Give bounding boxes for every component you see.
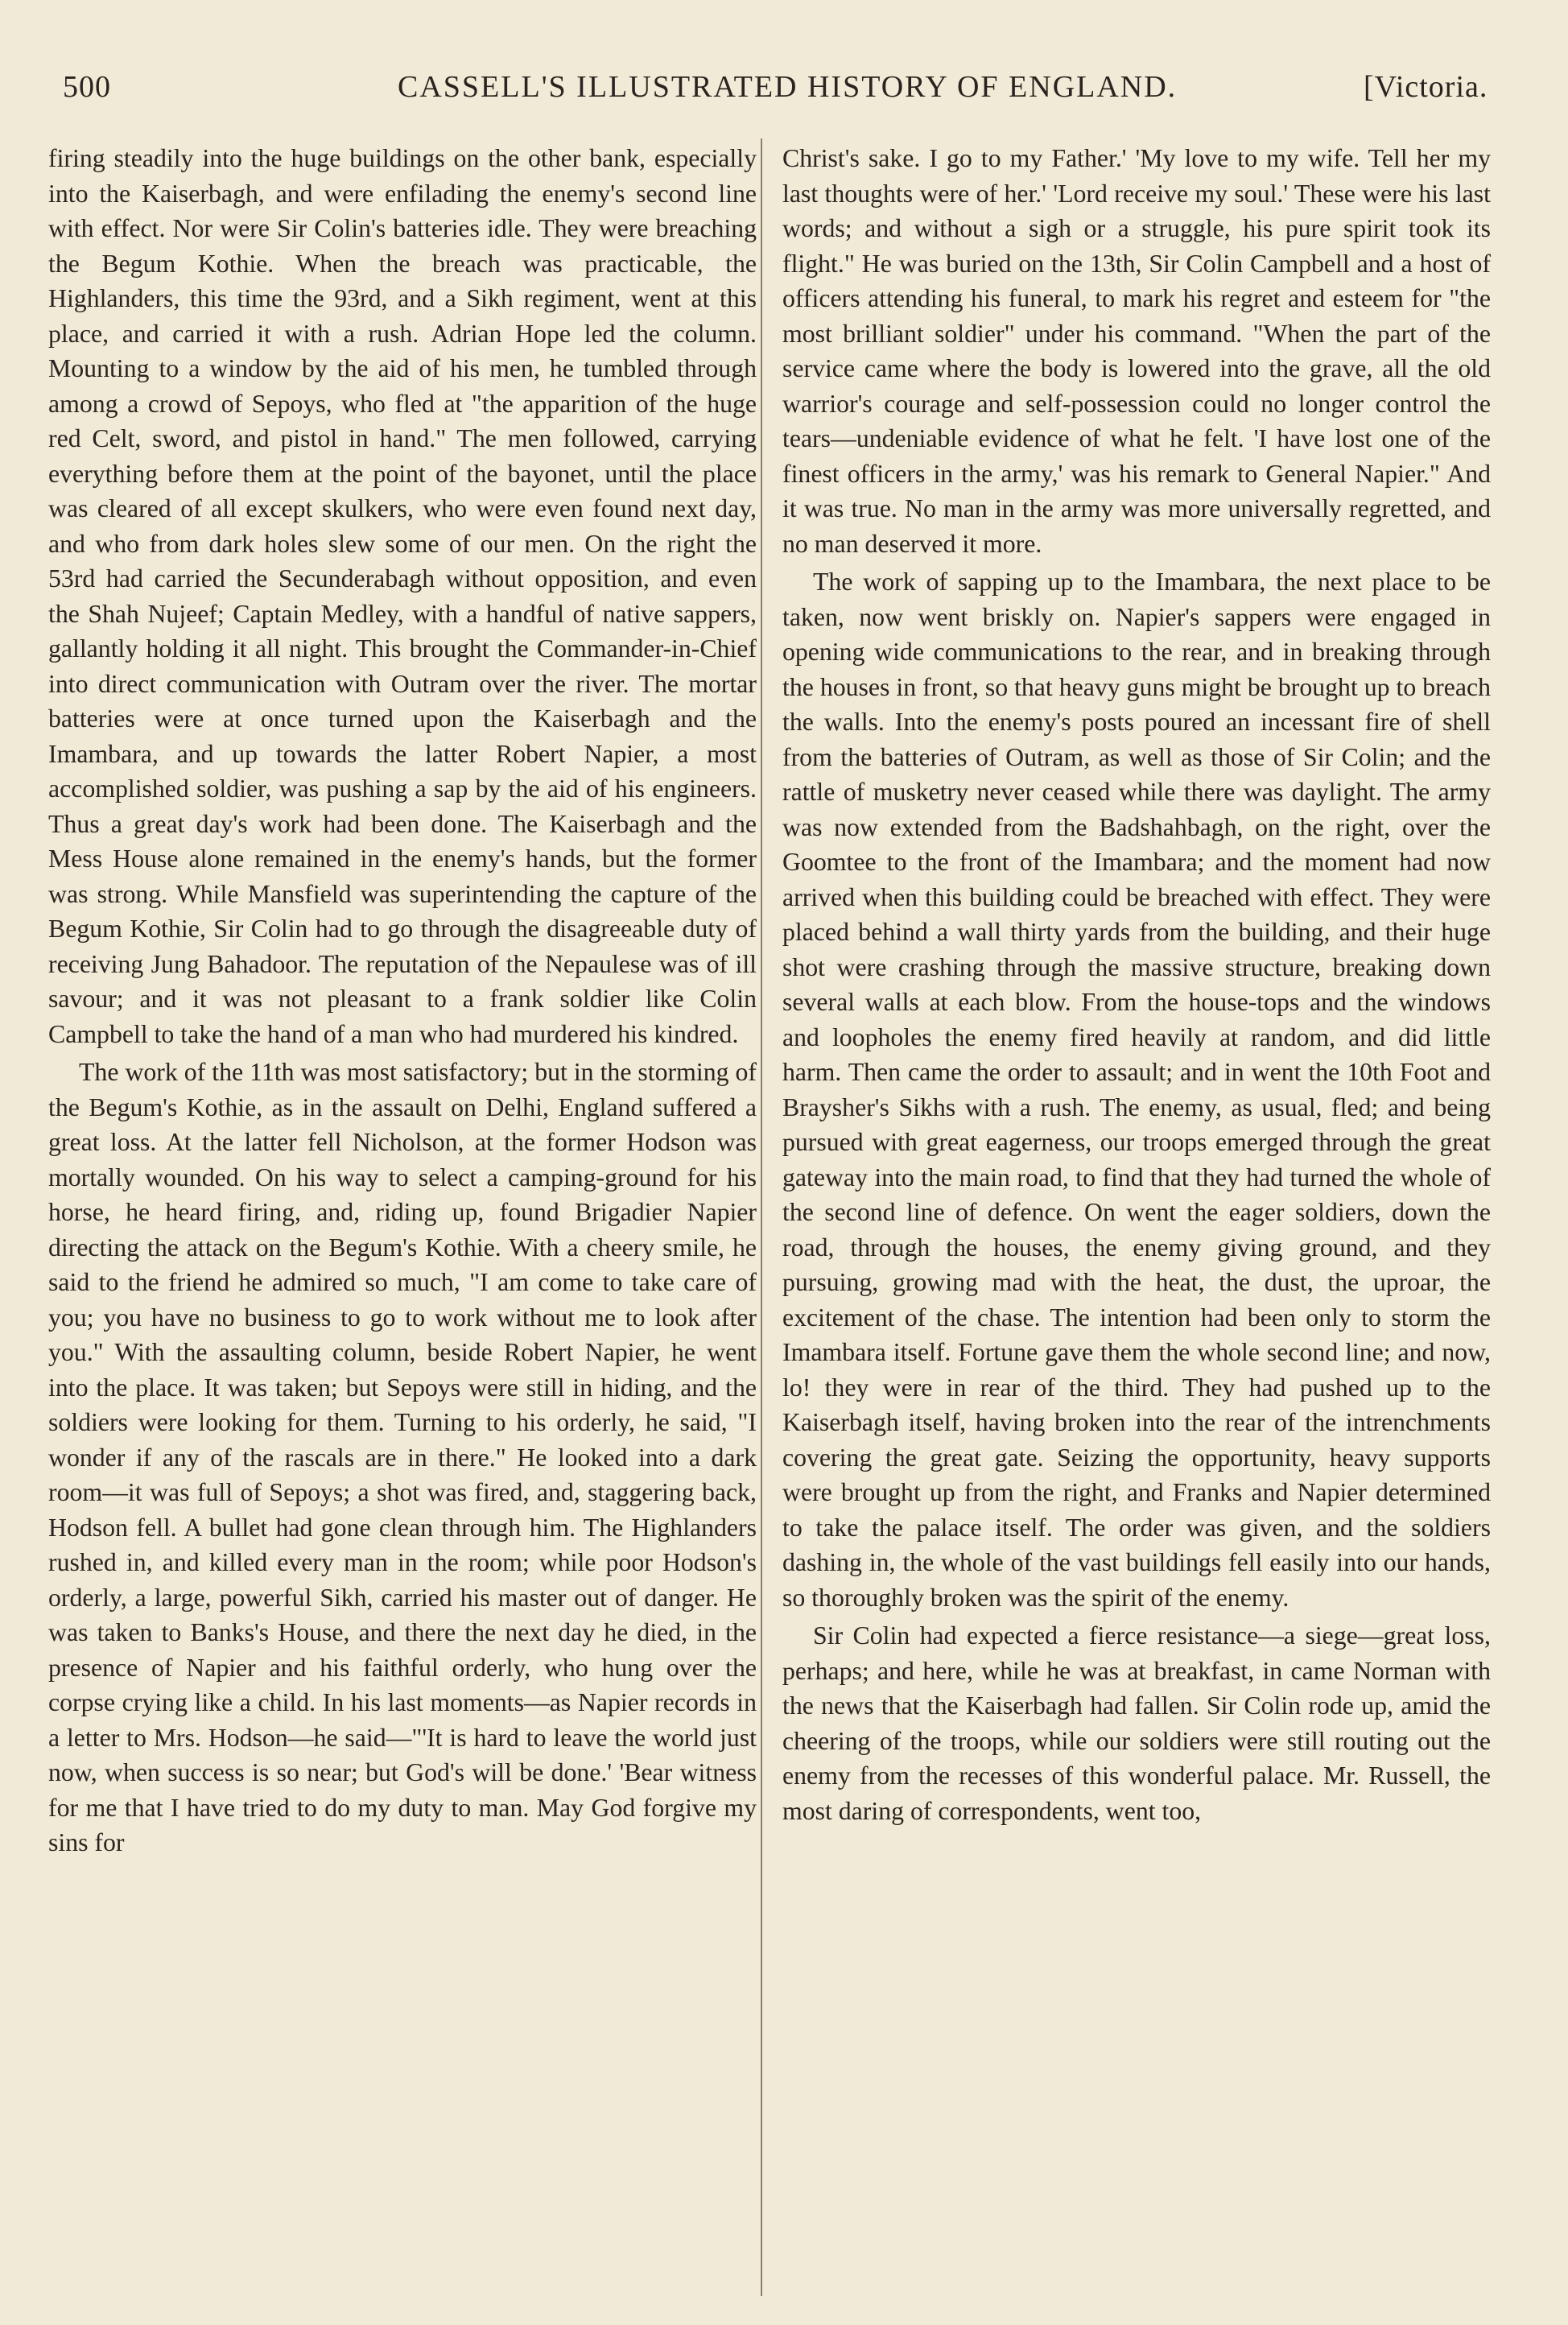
page-number: 500	[63, 70, 111, 104]
paragraph: firing steadily into the huge buildings on the other bank, especially into the Kaiserbagh, and were enfilading the enemy's second line with effect. Nor were Sir Colin's batteries idle. They were breaching the Begum Kothie. When the breach was practicable, the Highlanders, this time the 93rd, and a Sikh regiment, went at this place, and carried it with a rush. Adrian Hope led the column. Mounting to a window by the aid of his men, he tumbled through among a crowd of Sepoys, who fled at "the apparition of the huge red Celt, sword, and pistol in hand." The men followed, carrying everything before them at the point of the bayonet, until the place was cleared of all except skulkers, who were even found next day, and who from dark holes slew some of our men. On the right the 53rd had carried the Secunderabagh without opposition, and even the Shah Nujeef; Captain Medley, with a handful of native sappers, gallantly holding it all night. This brought the Commander-in-Chief into direct communication with Outram over the river. The mortar batteries were at once turned upon the Kaiserbagh and the Imambara, and up towards the latter Robert Napier, a most accomplished soldier, was pushing a sap by the aid of his engineers. Thus a great day's work had been done. The Kaiserbagh and the Mess House alone remained in the enemy's hands, but the former was strong. While Mansfield was superintending the capture of the Begum Kothie, Sir Colin had to go through the disagreeable duty of receiving Jung Bahadoor. The reputation of the Nepaulese was of ill savour; and it was not pleasant to a frank soldier like Colin Campbell to take the hand of a man who had murdered his kindred.	[48, 144, 757, 1048]
left-column	[48, 141, 757, 1860]
paragraph: The work of sapping up to the Imambara, the next place to be taken, now went briskly on. Napier's sappers were engaged in opening wide communications to the rear, and in breaking through the houses in front, so that heavy guns might be brought up to breach the walls. Into the enemy's posts poured an incessant fire of shell from the batteries of Outram, as well as those of Sir Colin; and the rattle of musketry never ceased while there was daylight. The army was now extended from the Badshahbagh, on the right, over the Goomtee to the front of the Imambara; and the moment had now arrived when this building could be breached with effect. They were placed behind a wall thirty yards from the building, and their huge shot were crashing through the massive structure, breaking down several walls at each blow. From the house-tops and the windows and loopholes the enemy fired heavily at random, and did little harm. Then came the order to assault; and in went the 10th Foot and Braysher's Sikhs with a rush. The enemy, as usual, fled; and being pursued with great eagerness, our troops emerged through the great gateway into the main road, to find that they had turned the whole of the second line of defence. On went the eager soldiers, down the road, through the houses, the enemy giving ground, and they pursuing, growing mad with the heat, the dust, the uproar, the excitement of the chase. The intention had been only to storm the Imambara itself. Fortune gave them the whole second line; and now, lo! they were in rear of the third. They had pushed up to the Kaiserbagh itself, having broken into the rear of the intrenchments covering the great gate. Seizing the opportunity, heavy supports were brought up from the right, and Franks and Napier determined to take the palace itself. The order was given, and the soldiers dashing in, the whole of the vast buildings fell easily into our hands, so thoroughly broken was the spirit of the enemy.	[782, 568, 1491, 1612]
section-label: [Victoria.	[1364, 70, 1488, 104]
paragraph: Sir Colin had expected a fierce resistance—a siege—great loss, perhaps; and here, while he was at breakfast, in came Norman with the news that the Kaiserbagh had fallen. Sir Colin rode up, amid the cheering of the troops, while our soldiers were still routing out the enemy from the recesses of this wonderful palace. Mr. Russell, the most daring of correspondents, went too,	[782, 1621, 1491, 1825]
column-divider	[761, 138, 762, 2296]
running-title: CASSELL'S ILLUSTRATED HISTORY OF ENGLAND.	[398, 70, 1178, 104]
running-header	[63, 69, 1496, 114]
paragraph: The work of the 11th was most satisfactory; but in the storming of the Begum's Kothie, as in the assault on Delhi, England suffered a great loss. At the latter fell Nicholson, at the former Hodson was mortally wounded. On his way to select a camping-ground for his horse, he heard firing, and, riding up, found Brigadier Napier directing the attack on the Begum's Kothie. With a cheery smile, he said to the friend he admired so much, "I am come to take care of you; you have no business to go to work without me to look after you." With the assaulting column, beside Robert Napier, he went into the place. It was taken; but Sepoys were still in hiding, and the soldiers were looking for them. Turning to his orderly, he said, "I wonder if any of the rascals are in there." He looked into a dark room—it was full of Sepoys; a shot was fired, and, staggering back, Hodson fell. A bullet had gone clean through him. The Highlanders rushed in, and killed every man in the room; while poor Hodson's orderly, a large, powerful Sikh, carried his master out of danger. He was taken to Banks's House, and there the next day he died, in the presence of Napier and his faithful orderly, who hung over the corpse crying like a child. In his last moments—as Napier records in a letter to Mrs. Hodson—he said—"'It is hard to leave the world just now, when success is so near; but God's will be done.' 'Bear witness for me that I have tried to do my duty to man. May God forgive my sins for	[48, 1058, 757, 1856]
right-column	[782, 141, 1491, 1828]
paragraph: Christ's sake. I go to my Father.' 'My love to my wife. Tell her my last thoughts were of her.' 'Lord receive my soul.' These were his last words; and without a sigh or a struggle, his pure spirit took its flight." He was buried on the 13th, Sir Colin Campbell and a host of officers attending his funeral, to mark his regret and esteem for "the most brilliant soldier" under his command. "When the part of the service came where the body is lowered into the grave, all the old warrior's courage and self-possession could no longer control the tears—undeniable evidence of what he felt. 'I have lost one of the finest officers in the army,' was his remark to General Napier." And it was true. No man in the army was more universally regretted, and no man deserved it more.	[782, 144, 1491, 558]
